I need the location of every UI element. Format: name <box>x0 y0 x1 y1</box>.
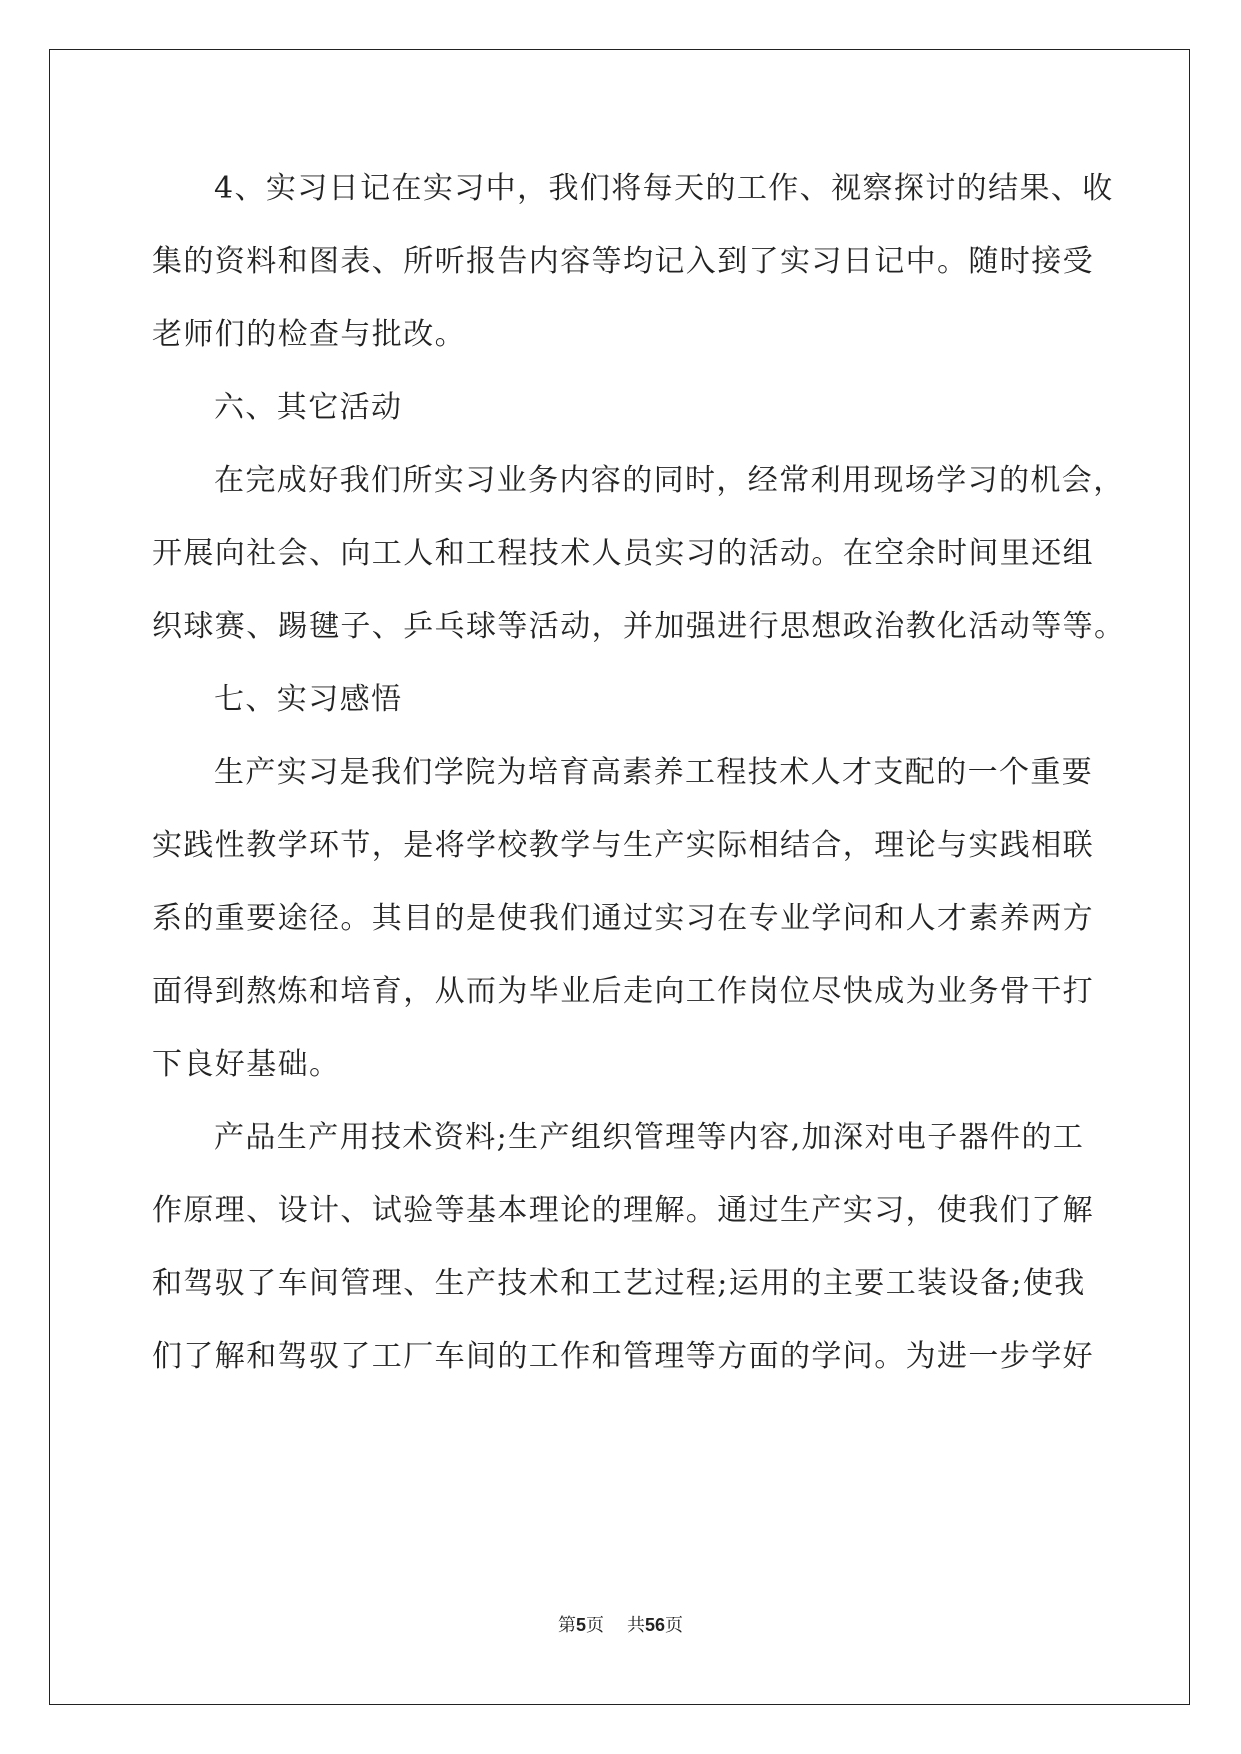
paragraph-line: 开展向社会、向工人和工程技术人员实习的活动。在空余时间里还组 <box>152 536 1094 571</box>
paragraph-line: 生产实习是我们学院为培育高素养工程技术人才支配的一个重要 <box>214 755 1094 790</box>
total-suffix: 页 <box>664 1615 683 1636</box>
paragraph-line: 产品生产用技术资料;生产组织管理等内容,加深对电子器件的工 <box>214 1120 1085 1155</box>
paragraph-line: 面得到熬炼和培育，从而为毕业后走向工作岗位尽快成为业务骨干打 <box>152 974 1094 1009</box>
paragraph-line: 集的资料和图表、所听报告内容等均记入到了实习日记中。随时接受 <box>152 244 1094 279</box>
total-prefix: 共 <box>626 1615 645 1636</box>
page-current: 5 <box>576 1615 587 1635</box>
page-prefix: 第 <box>558 1615 577 1636</box>
page-footer <box>0 1611 1241 1637</box>
paragraph-line: 们了解和驾驭了工厂车间的工作和管理等方面的学问。为进一步学好 <box>152 1339 1094 1374</box>
paragraph-line: 老师们的检查与批改。 <box>152 317 466 352</box>
paragraph-line: 4、实习日记在实习中，我们将每天的工作、视察探讨的结果、收 <box>214 171 1114 206</box>
section-heading: 六、其它活动 <box>214 390 403 425</box>
page-suffix: 页 <box>586 1615 605 1636</box>
paragraph-line: 织球赛、踢毽子、乒乓球等活动，并加强进行思想政治教化活动等等。 <box>152 609 1126 644</box>
paragraph-line: 和驾驭了车间管理、生产技术和工艺过程;运用的主要工装设备;使我 <box>152 1266 1086 1301</box>
paragraph-line: 作原理、设计、试验等基本理论的理解。通过生产实习，使我们了解 <box>152 1193 1094 1228</box>
paragraph-line: 实践性教学环节，是将学校教学与生产实际相结合，理论与实践相联 <box>152 828 1094 863</box>
page-total: 56 <box>644 1615 665 1635</box>
paragraph-line: 系的重要途径。其目的是使我们通过实习在专业学问和人才素养两方 <box>152 901 1094 936</box>
page-border <box>49 49 1190 1705</box>
section-heading: 七、实习感悟 <box>214 682 403 717</box>
paragraph-line: 下良好基础。 <box>152 1047 341 1082</box>
paragraph-line: 在完成好我们所实习业务内容的同时，经常利用现场学习的机会， <box>214 463 1125 498</box>
